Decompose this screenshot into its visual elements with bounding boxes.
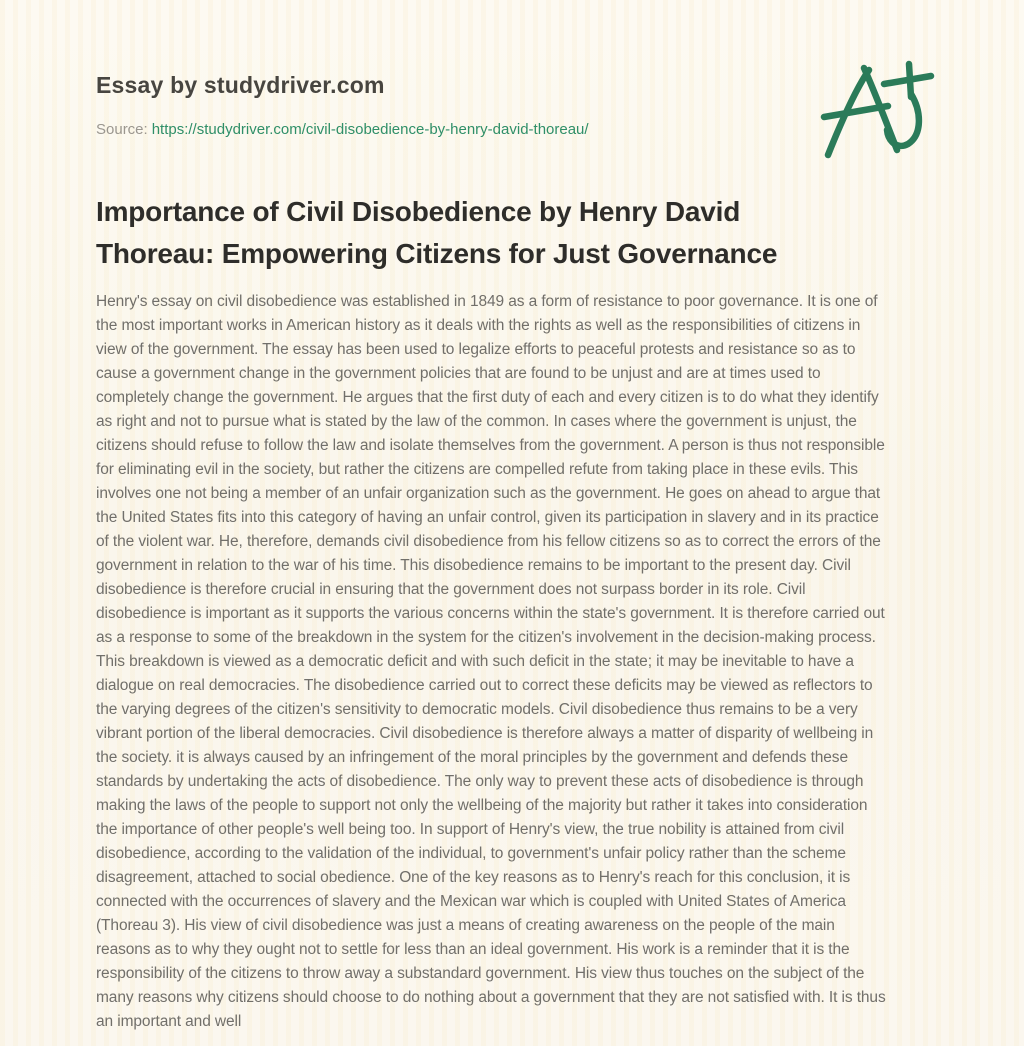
essay-line: Henry's essay on civil disobedience was established in 1849 as a form of resistance to poor governance. It is one of (96, 293, 878, 310)
essay-line: as a response to some of the breakdown in the system for the citizen's involvement in the decision-making process. (96, 629, 876, 646)
site-title: Essay by studydriver.com (96, 72, 385, 98)
essay-line: responsibility of the citizens to throw away a substandard government. His view thus touches on the subject of the (96, 965, 865, 982)
essay-line: the most important works in American history as it deals with the rights as well as the responsibilities of citizens in (96, 317, 861, 334)
essay-line: an important and well (96, 1013, 242, 1030)
essay-line: standards by undertaking the acts of disobedience. The only way to prevent these acts of disobedience is through (96, 773, 864, 790)
essay-line: disagreement, attached to social obedience. One of the key reasons as to Henry's reach for this conclusion, it is (96, 869, 851, 886)
essay-line: as right and not to pursue what is stated by the law of the common. In cases where the government is unjust, the (96, 413, 857, 430)
essay-line: dialogue on real democracies. The disobedience carried out to correct these deficits may be viewed as reflectors to (96, 677, 873, 694)
essay-line: disobedience is therefore crucial in ensuring that the government does not surpass border in its role. Civil (96, 581, 806, 598)
essay-line: of the violent war. He, therefore, demands civil disobedience from his fellow citizens so as to correct the errors of the (96, 533, 881, 550)
essay-line: government in relation to the war of his time. This disobedience remains to be important to the present day. Civil (96, 557, 851, 574)
source-url-link[interactable]: https://studydriver.com/civil-disobedience-by-henry-david-thoreau/ (151, 121, 589, 138)
essay-line: involves one not being a member of an unfair organization such as the government. He goes on ahead to argue that (96, 485, 881, 502)
essay-line: many reasons why citizens should choose to do nothing about a government that they are not satisfied with. It is thus (96, 989, 886, 1006)
source-line (96, 121, 589, 138)
essay-line: completely change the government. He argues that the first duty of each and every citizen is to do what they identify (96, 389, 879, 406)
essay-line: view of the government. The essay has been used to legalize efforts to peaceful protests and resistance so as to (96, 341, 856, 358)
essay-line: the society. it is always caused by an infringement of the moral principles by the government and defends these (96, 749, 848, 766)
essay-line: disobedience is important as it supports the various concerns within the state's government. It is therefore carried out (96, 605, 885, 622)
essay-line: the United States fits into this category of having an unfair control, given its participation in slavery and in its practice (96, 509, 879, 526)
essay-line: vibrant portion of the liberal democracies. Civil disobedience is therefore always a matter of disparity of wellbeing in (96, 725, 874, 742)
essay-line: citizens should refuse to follow the law and isolate themselves from the government. A person is thus not responsible (96, 437, 885, 454)
essay-line: cause a government change in the government policies that are found to be unjust and are at times used to (96, 365, 821, 382)
essay-title: Importance of Civil Disobedience by Henry David Thoreau: Empowering Citizens for Just Governance (96, 196, 778, 269)
essay-line: (Thoreau 3). His view of civil disobedience was just a means of creating awareness on the people of the main (96, 917, 835, 934)
essay-line: disobedience, according to the validation of the individual, to government's unfair policy rather than the scheme (96, 845, 846, 862)
essay-line: reasons as to why they ought not to settle for less than an ideal government. His work is a reminder that it is the (96, 941, 850, 958)
studydriver-a-plus-logo-icon (818, 60, 944, 168)
source-label: Source: (96, 121, 148, 138)
essay-line: the varying degrees of the citizen's sensitivity to democratic models. Civil disobedience thus remains to be a very (96, 701, 858, 718)
essay-line: making the laws of the people to support not only the wellbeing of the majority but rather it takes into consideration (96, 797, 868, 814)
essay-line: This breakdown is viewed as a democratic deficit and with such deficit in the state; it may be inevitable to have a (96, 653, 854, 670)
essay-line: the importance of other people's well being too. In support of Henry's view, the true nobility is attained from civil (96, 821, 845, 838)
essay-line: for eliminating evil in the society, but rather the citizens are compelled refute from taking place in these evils. This (96, 461, 858, 478)
essay-line: connected with the occurrences of slavery and the Mexican war which is coupled with United States of America (96, 893, 846, 910)
essay-body (96, 290, 932, 1034)
